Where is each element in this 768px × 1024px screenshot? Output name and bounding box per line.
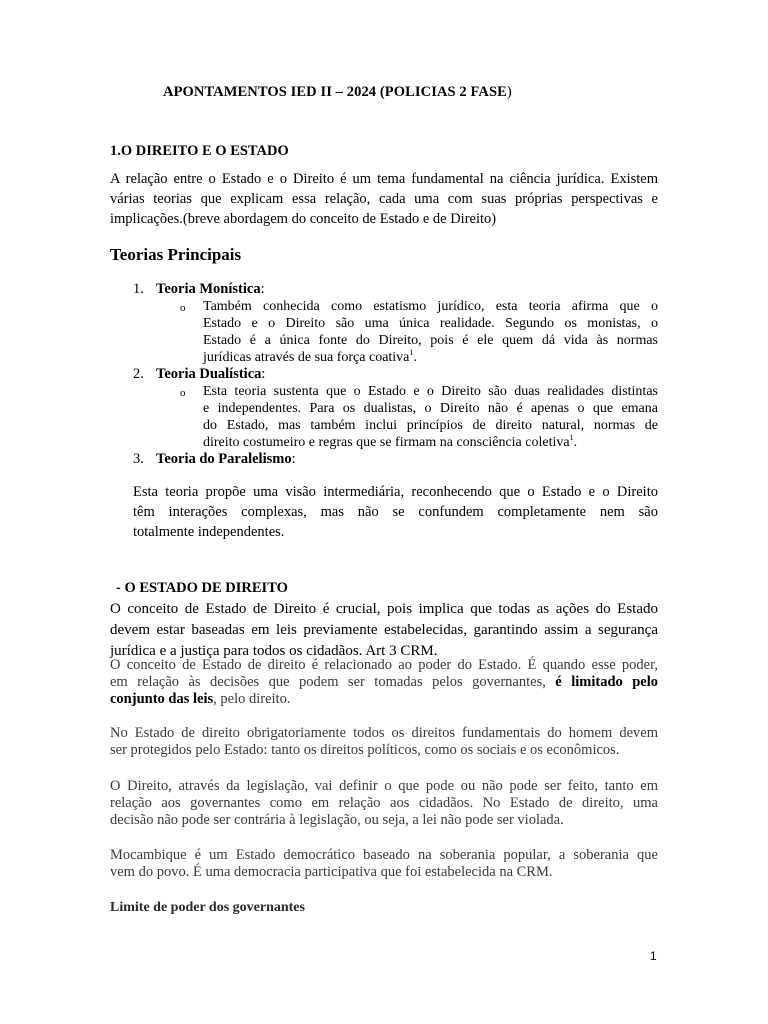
- document-title: [163, 84, 512, 101]
- document-title-text: APONTAMENTOS IED II – 2024 (POLICIAS 2 FASE: [163, 84, 507, 100]
- theory-title: Teoria Dualística: [156, 366, 262, 382]
- parallelism-paragraph: [133, 482, 658, 542]
- paragraph-line: jurídica e a justiça para todos os cidadãos. Art 3 CRM.: [110, 643, 438, 659]
- sub-line-end: .: [573, 435, 578, 450]
- paragraph-line: [110, 691, 658, 708]
- page-number: 1: [650, 949, 657, 963]
- paragraph-line: O conceito de Estado de Direito é crucial, pois implica que todas as ações do Estado: [110, 601, 658, 617]
- sub-line-text: jurídicas através de sua força coativa: [203, 350, 410, 365]
- title-colon: :: [260, 281, 265, 297]
- bold-text: é limitado pelo: [545, 674, 658, 690]
- sub-line: Estado é a única fonte do Direito, pois é ele quem dá vida às normas: [203, 333, 658, 348]
- theory-title: Teoria do Paralelismo: [156, 451, 292, 467]
- concept-paragraph: [110, 657, 658, 708]
- list-item-title: [156, 281, 265, 298]
- list-item-number: 2.: [133, 366, 144, 382]
- sub-line: e independentes. Para os dualistas, o Direito não é apenas o que emana: [203, 401, 658, 416]
- sub-line: do Estado, mas também inclui princípios de direito natural, normas de: [203, 418, 658, 433]
- title-colon: :: [261, 366, 266, 382]
- mozambique-paragraph: [110, 847, 658, 881]
- bullet-icon: o: [180, 302, 186, 314]
- document-title-paren: ): [506, 84, 512, 100]
- footnote-ref: 1: [569, 433, 574, 442]
- sub-bullet-text: [203, 298, 658, 366]
- paragraph-line: totalmente independentes.: [133, 524, 285, 540]
- intro-paragraph: [110, 169, 658, 229]
- paragraph-line: têm interações complexas, mas não se confundem completamente nem são: [133, 504, 658, 520]
- paragraph-line: devem estar baseadas em leis previamente estabelecidas, garantindo assim a segurança: [110, 622, 658, 638]
- intro-line: várias teorias que explicam essa relação, cada uma com suas próprias perspectivas e: [110, 191, 658, 207]
- footnote-ref: 1: [409, 348, 414, 357]
- paragraph-line: Esta teoria propõe uma visão intermediária, reconhecendo que o Estado e o Direito: [133, 484, 658, 500]
- list-item-title: [156, 451, 296, 468]
- sub-line: [203, 434, 658, 451]
- rule-of-law-paragraph: [110, 599, 658, 662]
- sub-line-text: direito costumeiro e regras que se firmam na consciência coletiva: [203, 435, 570, 450]
- sub-line: Estado e o Direito são uma única realidade. Segundo os monistas, o: [203, 316, 658, 331]
- title-colon: :: [291, 451, 296, 467]
- paragraph-line: vem do povo. É uma democracia participativa que foi estabelecida na CRM.: [110, 864, 553, 880]
- list-item-number: 1.: [133, 281, 144, 297]
- theory-title: Teoria Monística: [156, 281, 261, 297]
- fundamental-rights-paragraph: [110, 725, 658, 759]
- paragraph-line: [110, 674, 658, 691]
- paragraph-line: decisão não pode ser contrária à legislação, ou seja, a lei não pode ser violada.: [110, 812, 564, 828]
- line-text: , pelo direito.: [213, 691, 291, 707]
- sub-line: Esta teoria sustenta que o Estado e o Direito são duas realidades distintas: [203, 384, 658, 399]
- paragraph-line: O conceito de Estado de direito é relacionado ao poder do Estado. É quando esse poder,: [110, 657, 658, 673]
- sub-line: [203, 349, 658, 366]
- line-text: em relação às decisões que podem ser tomadas pelos governantes,: [110, 674, 546, 690]
- section-heading-estado-de-direito: - O ESTADO DE DIREITO: [116, 580, 288, 596]
- sub-bullet-text: [203, 383, 658, 451]
- sub-line: Também conhecida como estatismo jurídico, esta teoria afirma que o: [203, 299, 658, 314]
- bullet-icon: o: [180, 387, 186, 399]
- paragraph-line: No Estado de direito obrigatoriamente todos os direitos fundamentais do homem devem: [110, 725, 658, 741]
- paragraph-line: ser protegidos pelo Estado: tanto os direitos políticos, como os sociais e os econômicos.: [110, 742, 620, 758]
- paragraph-line: Mocambique é um Estado democrático baseado na soberania popular, a soberania que: [110, 847, 658, 863]
- list-item-title: [156, 366, 265, 383]
- legislation-paragraph: [110, 778, 658, 829]
- list-item-number: 3.: [133, 451, 144, 467]
- paragraph-line: relação aos governantes como em relação aos cidadãos. No Estado de direito, uma: [110, 795, 658, 811]
- sub-line-end: .: [413, 350, 417, 365]
- intro-line: implicações.(breve abordagem do conceito de Estado e de Direito): [110, 211, 497, 227]
- bold-text: conjunto das leis: [110, 691, 214, 707]
- intro-line: A relação entre o Estado e o Direito é um tema fundamental na ciência jurídica. Existem: [110, 171, 658, 187]
- limit-power-heading: Limite de poder dos governantes: [110, 900, 305, 915]
- section-heading-direito-estado: 1.O DIREITO E O ESTADO: [110, 143, 289, 159]
- paragraph-line: O Direito, através da legislação, vai definir o que pode ou não pode ser feito, tanto em: [110, 778, 658, 794]
- theories-heading: Teorias Principais: [110, 245, 242, 264]
